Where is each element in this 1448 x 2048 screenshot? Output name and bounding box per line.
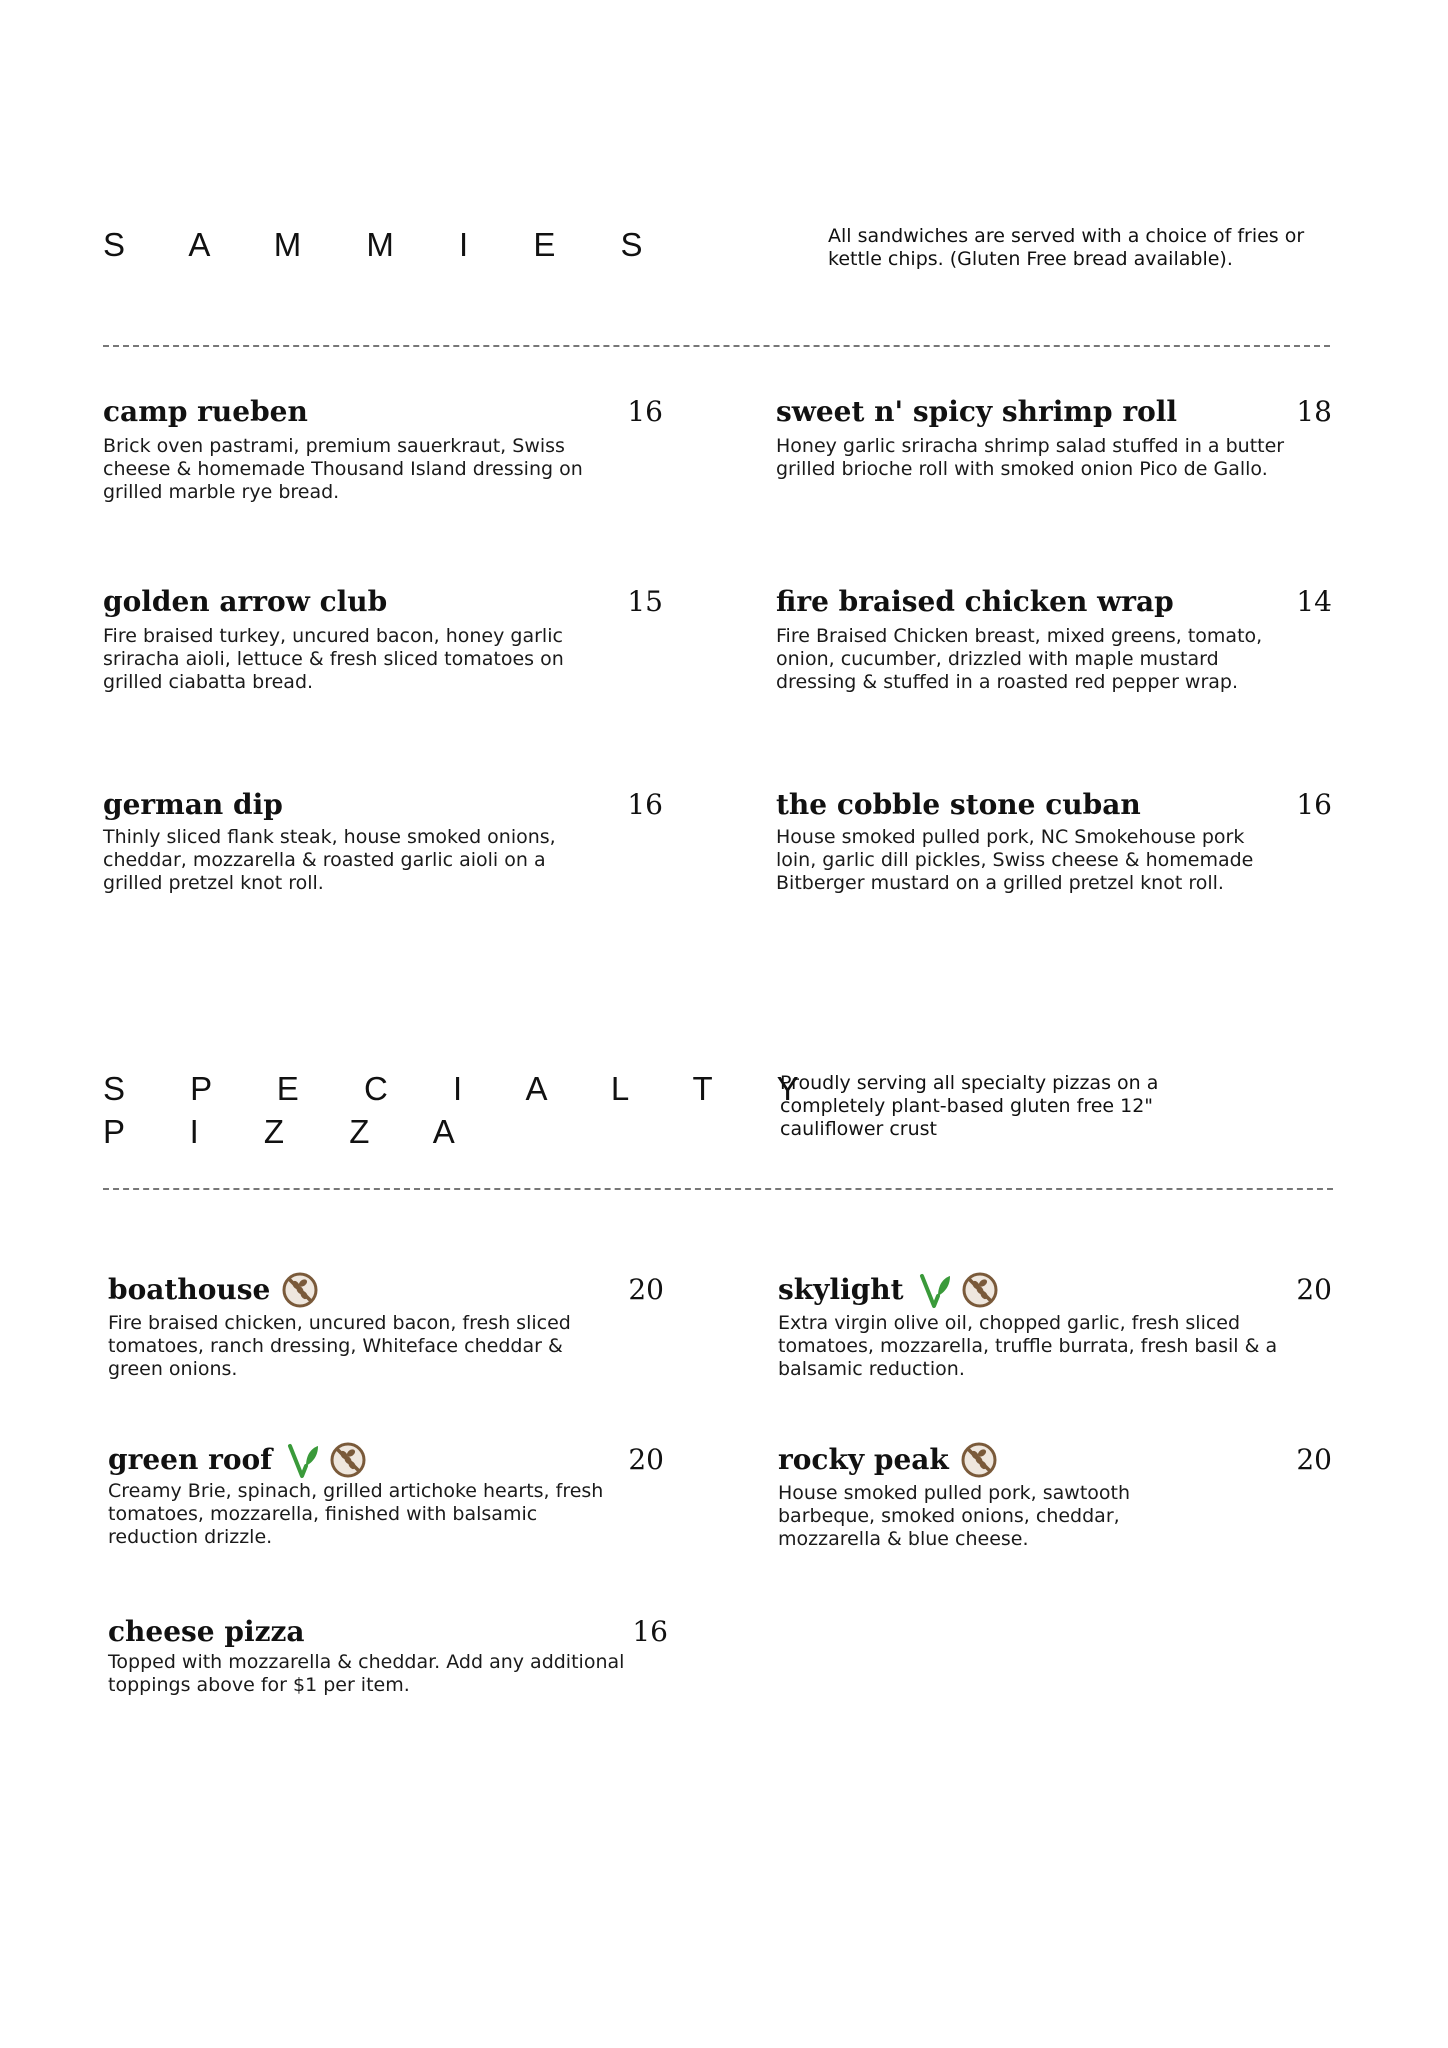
item-price: 15 xyxy=(627,585,663,618)
item-name: sweet n' spicy shrimp roll xyxy=(776,395,1178,428)
item-description: Fire Braised Chicken breast, mixed greens, tomato, onion, cucumber, drizzled with maple mustard dressing & stuffed in a roasted red pepper wrap. xyxy=(776,625,1263,693)
pizza-title-line2: P I Z Z A xyxy=(103,1113,483,1150)
menu-item xyxy=(776,395,1332,481)
item-description: Topped with mozzarella & cheddar. Add any additional toppings above for $1 per item. xyxy=(108,1651,625,1696)
menu-item xyxy=(108,1440,664,1549)
pizza-divider xyxy=(103,1188,1333,1190)
pizza-note: Proudly serving all specialty pizzas on a completely plant-based gluten free 12" cauliflower crust xyxy=(780,1072,1159,1140)
vegetarian-icon xyxy=(282,1440,322,1480)
item-price: 16 xyxy=(1296,788,1332,821)
item-price: 16 xyxy=(627,788,663,821)
item-name: the cobble stone cuban xyxy=(776,788,1141,821)
item-price: 20 xyxy=(1296,1273,1332,1306)
item-description: Thinly sliced flank steak, house smoked onions, cheddar, mozzarella & roasted garlic aioli on a grilled pretzel knot roll. xyxy=(103,826,556,894)
item-description: Fire braised turkey, uncured bacon, honey garlic sriracha aioli, lettuce & fresh sliced tomatoes on grilled ciabatta bread. xyxy=(103,625,564,693)
item-name: green roof xyxy=(108,1443,273,1476)
item-description: House smoked pulled pork, sawtooth barbeque, smoked onions, cheddar, mozzarella & blue cheese. xyxy=(778,1482,1131,1550)
item-price: 14 xyxy=(1296,585,1332,618)
item-name: camp rueben xyxy=(103,395,308,428)
gluten-free-icon xyxy=(280,1270,320,1310)
item-description: House smoked pulled pork, NC Smokehouse pork loin, garlic dill pickles, Swiss cheese & homemade Bitberger mustard on a grilled pretzel knot roll. xyxy=(776,826,1254,894)
item-price: 20 xyxy=(1296,1443,1332,1476)
menu-item xyxy=(776,585,1332,694)
menu-item xyxy=(108,1270,664,1381)
menu-item xyxy=(103,395,663,504)
item-description: Extra virgin olive oil, chopped garlic, fresh sliced tomatoes, mozzarella, truffle burrata, fresh basil & a balsamic reduction. xyxy=(778,1312,1278,1380)
item-description: Honey garlic sriracha shrimp salad stuffed in a butter grilled brioche roll with smoked onion Pico de Gallo. xyxy=(776,435,1285,480)
sammies-divider xyxy=(103,345,1330,347)
item-name: cheese pizza xyxy=(108,1615,305,1648)
item-name: golden arrow club xyxy=(103,585,388,618)
pizza-title-line1: S P E C I A L T Y xyxy=(103,1070,827,1107)
item-name: boathouse xyxy=(108,1273,271,1306)
menu-item xyxy=(776,788,1332,895)
gluten-free-icon xyxy=(328,1440,368,1480)
gluten-free-icon xyxy=(960,1270,1000,1310)
menu-item xyxy=(103,585,663,694)
item-name: german dip xyxy=(103,788,283,821)
item-name: skylight xyxy=(778,1273,904,1306)
sammies-title: S A M M I E S xyxy=(103,226,671,263)
item-price: 20 xyxy=(628,1443,664,1476)
item-price: 18 xyxy=(1296,395,1332,428)
item-description: Fire braised chicken, uncured bacon, fresh sliced tomatoes, ranch dressing, Whiteface cheddar & green onions. xyxy=(108,1312,571,1380)
item-description: Creamy Brie, spinach, grilled artichoke hearts, fresh tomatoes, mozzarella, finished with balsamic reduction drizzle. xyxy=(108,1480,604,1548)
item-name: rocky peak xyxy=(778,1443,949,1476)
gluten-free-icon xyxy=(959,1440,999,1480)
item-price: 16 xyxy=(627,395,663,428)
item-name: fire braised chicken wrap xyxy=(776,585,1174,618)
menu-item xyxy=(778,1440,1332,1551)
menu-item xyxy=(778,1270,1332,1381)
menu-item xyxy=(103,788,663,895)
sammies-note: All sandwiches are served with a choice of fries or kettle chips. (Gluten Free bread available). xyxy=(828,225,1305,270)
menu-item xyxy=(108,1615,668,1697)
vegetarian-icon xyxy=(914,1270,954,1310)
item-description: Brick oven pastrami, premium sauerkraut, Swiss cheese & homemade Thousand Island dressing on grilled marble rye bread. xyxy=(103,435,583,503)
item-price: 20 xyxy=(628,1273,664,1306)
item-price: 16 xyxy=(632,1615,668,1648)
